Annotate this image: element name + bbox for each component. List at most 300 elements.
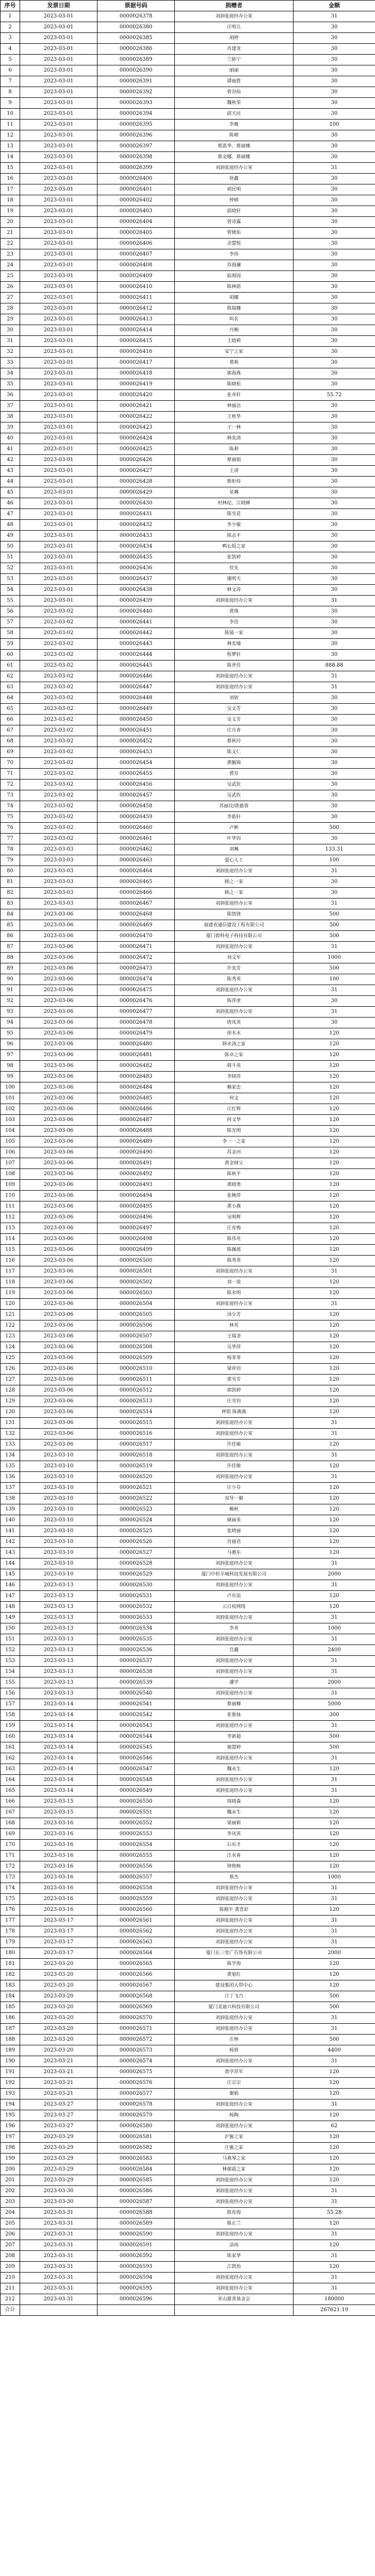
table-row [1,996,375,1007]
cell-receipt-number: 0000026507 [97,1331,175,1342]
cell-index: 29 [1,314,20,325]
cell-donor: 李一一之家 [175,1137,294,1147]
cell-invoice-date: 2023-03-01 [20,422,97,433]
table-row [1,412,375,422]
cell-index: 102 [1,1104,20,1115]
cell-amount: 120 [294,1115,375,1126]
cell-amount: 180000 [294,2294,375,2305]
cell-receipt-number: 0000026533 [97,1613,175,1623]
cell-amount: 2000 [294,1948,375,1959]
cell-index: 142 [1,1537,20,1548]
table-row [1,1472,375,1483]
cell-amount: 120 [294,1137,375,1147]
table-row [1,790,375,801]
table-row [1,2024,375,2035]
table-row [1,282,375,293]
cell-invoice-date: 2023-03-06 [20,1082,97,1093]
cell-invoice-date: 2023-03-01 [20,358,97,368]
cell-donor: 何文华 [175,1115,294,1126]
cell-receipt-number: 0000026541 [97,1699,175,1710]
cell-index: 185 [1,2002,20,2013]
cell-receipt-number: 0000026444 [97,650,175,660]
cell-invoice-date: 2023-03-06 [20,1072,97,1082]
table-row [1,1418,375,1429]
table-row [1,1201,375,1212]
cell-amount: 31 [294,671,375,682]
cell-donor: 刘润张庭经办公室 [175,1558,294,1569]
cell-index: 91 [1,985,20,996]
cell-receipt-number: 0000026559 [97,1894,175,1905]
cell-index: 2 [1,22,20,33]
cell-amount: 31 [294,682,375,693]
cell-invoice-date: 2023-03-31 [20,2262,97,2273]
cell-index: 134 [1,1450,20,1461]
table-row [1,2099,375,2110]
cell-index: 123 [1,1331,20,1342]
table-row [1,509,375,520]
cell-amount: 30 [294,747,375,758]
cell-index: 39 [1,422,20,433]
cell-amount: 30 [294,65,375,76]
cell-amount: 30 [294,303,375,314]
cell-invoice-date: 2023-03-02 [20,736,97,747]
cell-receipt-number: 0000026563 [97,1937,175,1948]
cell-receipt-number: 0000026438 [97,585,175,596]
header-receipt-number: 票据号码 [97,1,175,11]
cell-amount: 120 [294,2175,375,2186]
cell-receipt-number: 0000026529 [97,1569,175,1580]
cell-receipt-number: 0000026440 [97,606,175,617]
cell-receipt-number: 0000026410 [97,282,175,293]
cell-index: 81 [1,877,20,888]
cell-receipt-number: 0000026586 [97,2186,175,2197]
cell-donor: 汤少芳 [175,1310,294,1320]
cell-invoice-date: 2023-03-03 [20,888,97,899]
table-row [1,1840,375,1851]
table-row [1,953,375,963]
cell-index: 196 [1,2121,20,2132]
cell-donor: 刘润张庭经办公室 [175,1688,294,1699]
cell-amount: 30 [294,801,375,812]
cell-index: 44 [1,477,20,487]
cell-donor: 顾之一家 [175,888,294,899]
cell-invoice-date: 2023-03-10 [20,1483,97,1494]
cell-receipt-number: 0000026400 [97,174,175,184]
cell-receipt-number: 0000026463 [97,855,175,866]
table-row [1,1937,375,1948]
cell-donor: 刘润张庭经办公室 [175,1450,294,1461]
cell-amount: 120 [294,1039,375,1050]
cell-invoice-date: 2023-03-01 [20,509,97,520]
cell-invoice-date: 2023-03-13 [20,1591,97,1602]
cell-donor: 庄月青 [175,725,294,736]
cell-invoice-date: 2023-03-16 [20,1818,97,1829]
cell-amount: 30 [294,715,375,725]
cell-index: 180 [1,1948,20,1959]
cell-receipt-number: 0000026468 [97,909,175,920]
cell-amount: 30 [294,498,375,509]
cell-index: 115 [1,1245,20,1256]
cell-receipt-number: 0000026499 [97,1245,175,1256]
cell-amount: 500 [294,823,375,834]
table-row [1,1385,375,1396]
cell-invoice-date: 2023-03-01 [20,455,97,466]
table-row [1,844,375,855]
cell-invoice-date: 2023-03-06 [20,1288,97,1299]
cell-index: 110 [1,1191,20,1201]
cell-invoice-date: 2023-03-16 [20,1872,97,1883]
cell-receipt-number: 0000026496 [97,1212,175,1223]
table-row [1,2240,375,2251]
cell-index: 139 [1,1504,20,1515]
cell-receipt-number: 0000026522 [97,1494,175,1504]
cell-receipt-number: 0000026501 [97,1266,175,1277]
cell-receipt-number: 0000026505 [97,1310,175,1320]
table-row [1,1634,375,1645]
cell-receipt-number: 0000026434 [97,541,175,552]
cell-index: 48 [1,520,20,531]
cell-amount: 120 [294,1494,375,1504]
cell-donor: 蔡金娜、蔡丽娜 [175,152,294,163]
cell-receipt-number: 0000026582 [97,2143,175,2154]
cell-amount: 30 [294,195,375,206]
header-index: 序号 [1,1,20,11]
cell-amount: 30 [294,109,375,120]
cell-invoice-date: 2023-03-01 [20,498,97,509]
table-row [1,736,375,747]
cell-receipt-number: 0000026390 [97,65,175,76]
table-row [1,682,375,693]
cell-invoice-date: 2023-03-10 [20,1526,97,1537]
cell-amount: 120 [294,1331,375,1342]
cell-invoice-date: 2023-03-02 [20,704,97,715]
cell-donor: 刘润张庭经办公室 [175,1883,294,1894]
cell-index: 84 [1,909,20,920]
cell-receipt-number: 0000026567 [97,1980,175,1991]
cell-receipt-number: 0000026425 [97,444,175,455]
cell-amount: 31 [294,163,375,174]
cell-donor: 陈水明 [175,1288,294,1299]
cell-amount: 120 [294,1180,375,1191]
cell-index: 96 [1,1039,20,1050]
cell-donor: 钟铭 陈燕燕 [175,1407,294,1418]
table-row [1,358,375,368]
cell-index: 99 [1,1072,20,1082]
cell-invoice-date: 2023-03-01 [20,585,97,596]
cell-invoice-date: 2023-03-20 [20,2013,97,2024]
cell-invoice-date: 2023-03-10 [20,1494,97,1504]
cell-index: 175 [1,1894,20,1905]
table-row [1,1331,375,1342]
cell-amount: 300 [294,1710,375,1721]
cell-receipt-number: 0000026409 [97,271,175,282]
cell-invoice-date: 2023-03-16 [20,1905,97,1916]
cell-invoice-date: 2023-03-20 [20,2045,97,2056]
cell-index: 120 [1,1299,20,1310]
cell-index: 159 [1,1721,20,1732]
cell-receipt-number: 0000026490 [97,1147,175,1158]
cell-amount: 31 [294,899,375,909]
table-row [1,477,375,487]
cell-amount: 30 [294,379,375,390]
cell-index: 129 [1,1396,20,1407]
cell-invoice-date: 2023-03-06 [20,1234,97,1245]
table-row [1,1732,375,1742]
cell-receipt-number: 0000026552 [97,1818,175,1829]
cell-invoice-date: 2023-03-14 [20,1753,97,1764]
table-row [1,87,375,98]
table-row [1,336,375,347]
cell-invoice-date: 2023-03-13 [20,1645,97,1656]
cell-amount: 30 [294,812,375,823]
cell-invoice-date: 2023-03-02 [20,715,97,725]
table-row [1,120,375,130]
cell-index: 132 [1,1429,20,1439]
cell-donor: 刘润张庭经办公室 [175,1299,294,1310]
cell-receipt-number: 0000026396 [97,130,175,141]
cell-receipt-number: 0000026506 [97,1320,175,1331]
cell-receipt-number: 0000026394 [97,109,175,120]
cell-amount: 120 [294,1407,375,1418]
cell-invoice-date: 2023-03-06 [20,1331,97,1342]
table-row [1,1645,375,1656]
cell-invoice-date: 2023-03-06 [20,942,97,953]
cell-amount: 120 [294,1818,375,1829]
cell-donor: 陈正兰 [175,2218,294,2229]
table-row [1,141,375,152]
cell-index: 57 [1,617,20,628]
table-row [1,1429,375,1439]
cell-receipt-number: 0000026564 [97,1948,175,1959]
cell-donor: 魏秋荣 [175,98,294,109]
cell-donor: 马惠东 [175,1548,294,1558]
cell-index: 1 [1,11,20,22]
cell-invoice-date: 2023-03-14 [20,1710,97,1721]
cell-receipt-number: 0000026392 [97,87,175,98]
cell-index: 141 [1,1526,20,1537]
cell-invoice-date: 2023-03-01 [20,228,97,239]
cell-amount: 120 [294,1364,375,1375]
cell-donor: 陈凯锋 [175,909,294,920]
cell-amount: 100 [294,120,375,130]
cell-donor: 陈伟亮 [175,1234,294,1245]
cell-receipt-number: 0000026455 [97,769,175,779]
cell-index: 8 [1,87,20,98]
cell-index: 163 [1,1764,20,1775]
cell-amount: 31 [294,2024,375,2035]
cell-donor: 陈林铭 [175,282,294,293]
cell-donor: 庄红辉 [175,1104,294,1115]
cell-donor: 刘润张庭经办公室 [175,596,294,606]
cell-receipt-number: 0000026530 [97,1580,175,1591]
cell-amount: 888.88 [294,660,375,671]
cell-invoice-date: 2023-03-27 [20,2110,97,2121]
cell-receipt-number: 0000026446 [97,671,175,682]
cell-invoice-date: 2023-03-01 [20,249,97,260]
cell-invoice-date: 2023-03-01 [20,552,97,563]
table-row [1,758,375,769]
cell-index: 145 [1,1569,20,1580]
table-row [1,1504,375,1515]
cell-invoice-date: 2023-03-21 [20,2056,97,2067]
cell-amount: 30 [294,228,375,239]
cell-invoice-date: 2023-03-01 [20,379,97,390]
table-row [1,1342,375,1353]
cell-index: 3 [1,33,20,44]
cell-index: 199 [1,2154,20,2164]
cell-donor: 刘润张庭经办公室 [175,682,294,693]
cell-amount: 120 [294,1245,375,1256]
cell-donor: 刘润张庭经办公室 [175,1667,294,1677]
cell-donor: 何文 [175,1093,294,1104]
cell-invoice-date: 2023-03-06 [20,1039,97,1050]
cell-donor: 吴武钦 [175,790,294,801]
cell-receipt-number: 0000026576 [97,2078,175,2089]
cell-index: 130 [1,1407,20,1418]
cell-invoice-date: 2023-03-01 [20,130,97,141]
cell-amount: 2000 [294,1569,375,1580]
cell-receipt-number: 0000026451 [97,725,175,736]
table-row [1,639,375,650]
table-row [1,1007,375,1018]
cell-invoice-date: 2023-03-29 [20,2164,97,2175]
table-row [1,1829,375,1840]
table-row [1,195,375,206]
cell-donor: 黄小燕 [175,1201,294,1212]
cell-index: 78 [1,844,20,855]
cell-receipt-number: 0000026542 [97,1710,175,1721]
cell-index: 83 [1,899,20,909]
cell-donor: 胡婷 [175,33,294,44]
cell-index: 124 [1,1342,20,1353]
cell-receipt-number: 0000026443 [97,639,175,650]
cell-amount: 120 [294,1851,375,1861]
cell-invoice-date: 2023-03-01 [20,466,97,477]
cell-donor: 黄芬 [175,769,294,779]
table-row [1,487,375,498]
cell-amount: 31 [294,985,375,996]
cell-invoice-date: 2023-03-02 [20,823,97,834]
table-row [1,206,375,217]
cell-invoice-date: 2023-03-06 [20,931,97,942]
cell-donor: 厦门长三堂广告饰有限公司 [175,1948,294,1959]
cell-receipt-number: 0000026588 [97,2208,175,2218]
cell-receipt-number: 0000026395 [97,120,175,130]
cell-index: 32 [1,347,20,358]
cell-amount: 31 [294,1613,375,1623]
table-total-row [1,2305,375,2316]
cell-amount: 30 [294,260,375,271]
cell-index: 12 [1,130,20,141]
table-row [1,2273,375,2283]
cell-index: 114 [1,1234,20,1245]
cell-index: 125 [1,1353,20,1364]
cell-index: 154 [1,1667,20,1677]
cell-amount: 120 [294,1515,375,1526]
table-row [1,1926,375,1937]
table-row [1,1818,375,1829]
cell-donor: 庄育梅 [175,1223,294,1234]
cell-amount: 30 [294,574,375,585]
table-row [1,1494,375,1504]
table-row [1,1147,375,1158]
cell-receipt-number: 0000026524 [97,1515,175,1526]
cell-amount: 30 [294,44,375,55]
cell-receipt-number: 0000026571 [97,2024,175,2035]
cell-amount: 120 [294,1104,375,1115]
cell-donor: 江凯怡 [175,2262,294,2273]
cell-receipt-number: 0000026477 [97,1007,175,1018]
cell-receipt-number: 0000026485 [97,1093,175,1104]
table-row [1,184,375,195]
cell-amount: 31 [294,2229,375,2240]
cell-receipt-number: 0000026540 [97,1688,175,1699]
cell-receipt-number: 0000026503 [97,1288,175,1299]
cell-amount: 31 [294,1667,375,1677]
cell-index: 113 [1,1223,20,1234]
cell-receipt-number: 0000026422 [97,412,175,422]
cell-index: 148 [1,1602,20,1613]
table-row [1,693,375,704]
cell-amount: 30 [294,477,375,487]
cell-receipt-number: 0000026450 [97,715,175,725]
cell-receipt-number: 0000026579 [97,2110,175,2121]
cell-invoice-date: 2023-03-15 [20,1797,97,1807]
cell-index: 24 [1,260,20,271]
cell-receipt-number: 0000026574 [97,2056,175,2067]
cell-index: 66 [1,715,20,725]
cell-amount: 120 [294,2218,375,2229]
cell-index: 93 [1,1007,20,1018]
table-row [1,1158,375,1169]
cell-invoice-date: 2023-03-06 [20,1158,97,1169]
cell-invoice-date: 2023-03-01 [20,433,97,444]
cell-receipt-number: 0000026570 [97,2013,175,2024]
cell-invoice-date: 2023-03-06 [20,1266,97,1277]
table-row [1,2197,375,2208]
cell-invoice-date: 2023-03-01 [20,531,97,541]
table-row [1,671,375,682]
cell-amount: 30 [294,487,375,498]
cell-invoice-date: 2023-03-27 [20,2099,97,2110]
table-row [1,2143,375,2154]
cell-invoice-date: 2023-03-29 [20,2154,97,2164]
table-row [1,899,375,909]
cell-invoice-date: 2023-03-02 [20,671,97,682]
cell-receipt-number: 0000026484 [97,1082,175,1093]
cell-amount: 30 [294,531,375,541]
table-row [1,552,375,563]
cell-receipt-number: 0000026403 [97,206,175,217]
table-row [1,1364,375,1375]
cell-index: 7 [1,76,20,87]
cell-invoice-date: 2023-03-20 [20,2002,97,2013]
cell-receipt-number: 0000026483 [97,1072,175,1082]
cell-index: 43 [1,466,20,477]
cell-receipt-number: 0000026508 [97,1342,175,1353]
cell-index: 49 [1,531,20,541]
table-row [1,1072,375,1082]
cell-index: 101 [1,1093,20,1104]
cell-donor: 黄旭红 [175,1970,294,1980]
cell-index: 59 [1,639,20,650]
cell-donor: 刘润张庭经办公室 [175,1266,294,1277]
cell-donor: 刘润张庭经办公室 [175,985,294,996]
table-row [1,1872,375,1883]
cell-invoice-date: 2023-03-03 [20,855,97,866]
cell-amount: 120 [294,1191,375,1201]
cell-receipt-number: 0000026419 [97,379,175,390]
